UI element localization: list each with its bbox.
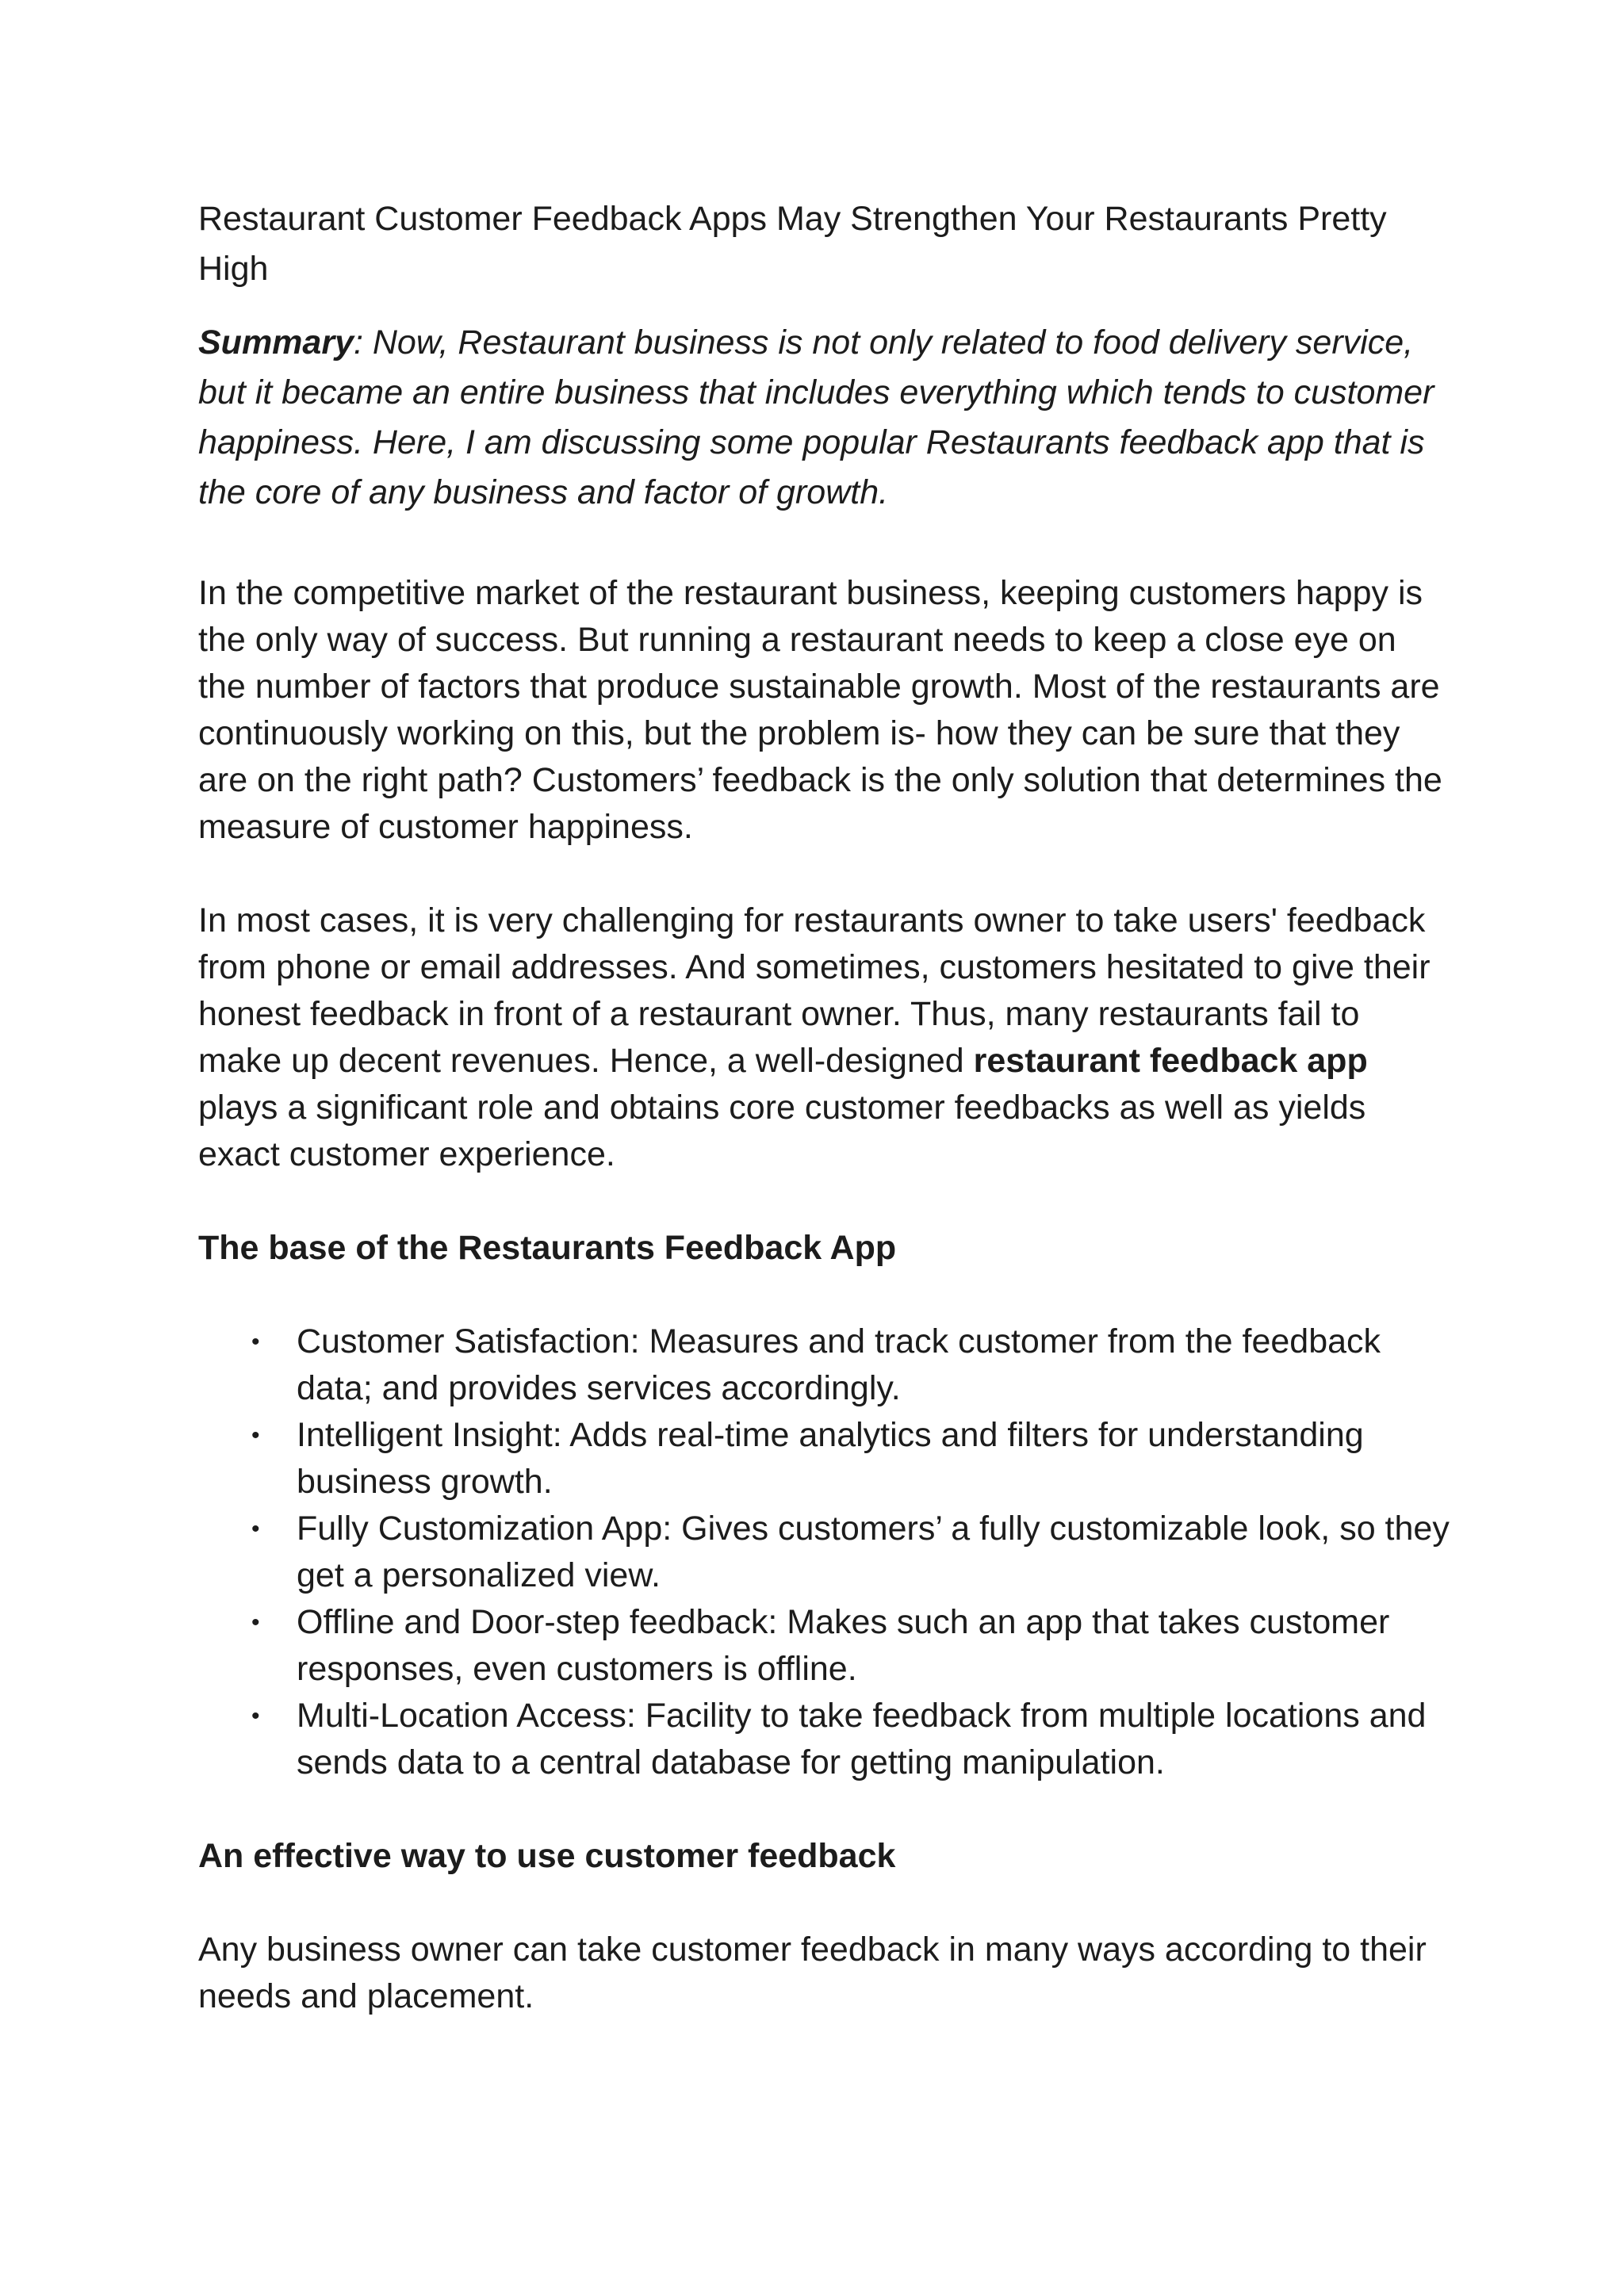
bullet-icon: • <box>251 1516 260 1542</box>
document-page <box>198 194 1451 2067</box>
intro-paragraph: In the competitive market of the restaurant business, keeping customers happy is the only way of success. But running a restaurant needs to keep a close eye on the number of factors that produce sustainable growth. Most of the restaurants are continuously working on this, but the problem is- how they can be sure that they are on the right path? Customers’ feedback is the only solution that determines the measure of customer happiness. <box>198 574 1442 846</box>
closing-paragraph: Any business owner can take customer feedback in many ways according to their needs and placement. <box>198 1931 1427 2015</box>
list-item-text: Customer Satisfaction: Measures and track customer from the feedback data; and provides services accordingly. <box>297 1322 1381 1407</box>
bullet-icon: • <box>251 1329 260 1355</box>
section-heading-effective-way: An effective way to use customer feedback <box>198 1837 896 1875</box>
list-item-text: Intelligent Insight: Adds real-time analytics and filters for understanding business growth. <box>297 1416 1364 1501</box>
section-heading-base: The base of the Restaurants Feedback App <box>198 1229 897 1267</box>
list-item <box>251 1599 1451 1693</box>
bullet-icon: • <box>251 1703 260 1729</box>
challenge-text-end: plays a significant role and obtains core customer feedbacks as well as yields exact customer experience. <box>198 1089 1366 1173</box>
feature-list <box>198 1318 1451 1786</box>
list-item-text: Fully Customization App: Gives customers’ a fully customizable look, so they get a personalized view. <box>297 1510 1450 1594</box>
document-title: Restaurant Customer Feedback Apps May Strengthen Your Restaurants Pretty High <box>198 200 1387 288</box>
bullet-icon: • <box>251 1422 260 1448</box>
summary-text: : Now, Restaurant business is not only related to food delivery service, but it became an entire business that includes everything which tends to customer happiness. Here, I am discussing some popular Restaurants feedback app that is the core of any business and factor of growth. <box>198 323 1434 511</box>
keyword-restaurant-feedback-app: restaurant feedback app <box>973 1042 1368 1080</box>
list-item <box>251 1412 1451 1506</box>
challenge-paragraph <box>198 897 1451 1178</box>
summary-paragraph <box>198 318 1451 518</box>
list-item <box>251 1693 1451 1786</box>
challenge-text-start: In most cases, it is very challenging for restaurants owner to take users' feedback from phone or email addresses. And sometimes, customers hesitated to give their honest feedback in front of a restaurant owner. Thus, many restaurants fail to make up decent revenues. Hence, a well-designed <box>198 901 1431 1080</box>
list-item-text: Multi-Location Access: Facility to take feedback from multiple locations and sends data to a central database for getting manipulation. <box>297 1697 1427 1781</box>
list-item <box>251 1318 1451 1412</box>
list-item <box>251 1506 1451 1599</box>
list-item-text: Offline and Door-step feedback: Makes such an app that takes customer responses, even customers is offline. <box>297 1603 1390 1688</box>
bullet-icon: • <box>251 1609 260 1636</box>
summary-label: Summary <box>198 323 354 362</box>
